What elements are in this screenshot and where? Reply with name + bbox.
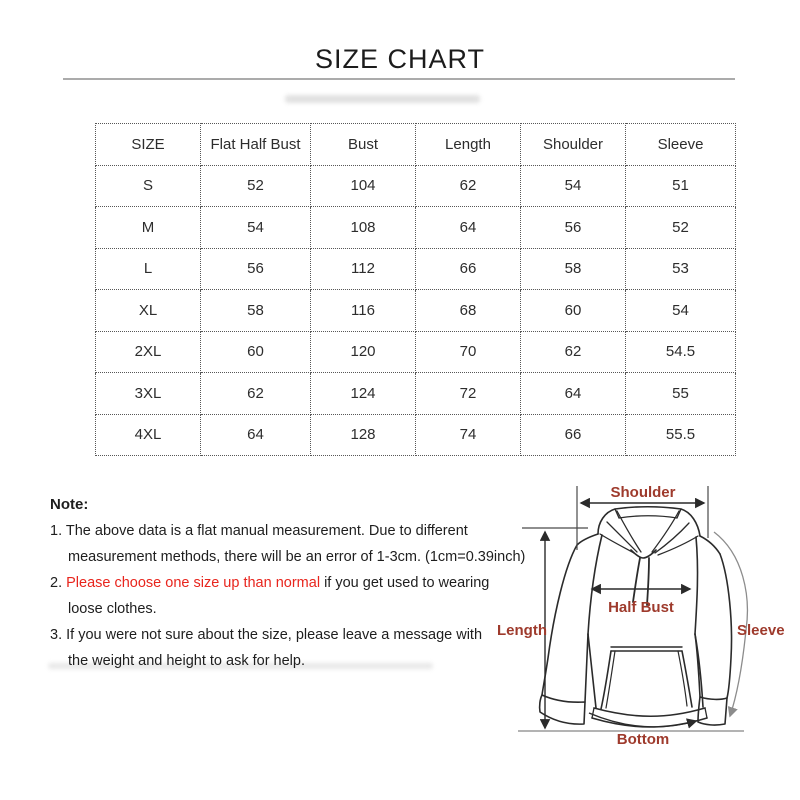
cell-value: 58: [201, 290, 311, 332]
cell-value: 62: [416, 165, 521, 207]
note-2-red-text: Please choose one size up than normal: [66, 575, 321, 591]
cell-size: XL: [96, 290, 201, 332]
cell-value: 108: [311, 207, 416, 249]
cell-value: 54: [626, 290, 736, 332]
cell-value: 51: [626, 165, 736, 207]
note-2-number: 2.: [50, 575, 67, 591]
note-3-line-1: 3. If you were not sure about the size, please leave a message with: [50, 627, 483, 643]
cell-value: 124: [311, 373, 416, 415]
table-row: [96, 207, 736, 249]
note-1-line-2: measurement methods, there will be an error of 1-3cm. (1cm=0.39inch): [68, 549, 526, 565]
note-3-line-2: the weight and height to ask for help.: [68, 653, 305, 669]
cell-size: 3XL: [96, 373, 201, 415]
cell-value: 54: [201, 207, 311, 249]
table-row: [96, 248, 736, 290]
cell-value: 56: [521, 207, 626, 249]
cell-value: 58: [521, 248, 626, 290]
note-2-rest: if you get used to wearing: [320, 575, 490, 591]
notes-heading: Note:: [50, 496, 89, 513]
cell-size: L: [96, 248, 201, 290]
col-header-bust: Bust: [311, 124, 416, 166]
title-divider: [63, 78, 735, 80]
cell-value: 60: [201, 331, 311, 373]
cell-size: M: [96, 207, 201, 249]
cell-value: 112: [311, 248, 416, 290]
cell-value: 70: [416, 331, 521, 373]
size-table: [95, 123, 736, 456]
cell-value: 52: [626, 207, 736, 249]
cell-value: 64: [416, 207, 521, 249]
diagram-label-length: Length: [497, 622, 547, 639]
table-row: [96, 165, 736, 207]
col-header-shoulder: Shoulder: [521, 124, 626, 166]
note-2-line-1: [50, 570, 530, 596]
cell-size: S: [96, 165, 201, 207]
note-2-line-2: loose clothes.: [68, 601, 157, 617]
diagram-label-half-bust: Half Bust: [608, 599, 674, 616]
cell-value: 116: [311, 290, 416, 332]
cell-value: 54.5: [626, 331, 736, 373]
col-header-size: SIZE: [96, 124, 201, 166]
table-row: [96, 373, 736, 415]
bottom-arrow: [589, 713, 696, 727]
cell-value: 72: [416, 373, 521, 415]
table-row: [96, 414, 736, 456]
cell-size: 4XL: [96, 414, 201, 456]
cell-value: 56: [201, 248, 311, 290]
cell-value: 62: [201, 373, 311, 415]
cell-size: 2XL: [96, 331, 201, 373]
col-header-sleeve: Sleeve: [626, 124, 736, 166]
cell-value: 128: [311, 414, 416, 456]
hoodie-measurement-diagram: [495, 478, 795, 773]
table-row: [96, 331, 736, 373]
diagram-label-sleeve: Sleeve: [737, 622, 785, 639]
hoodie-illustration: [540, 507, 732, 727]
cell-value: 64: [521, 373, 626, 415]
cell-value: 104: [311, 165, 416, 207]
cell-value: 53: [626, 248, 736, 290]
cell-value: 66: [521, 414, 626, 456]
col-header-flat-half-bust: Flat Half Bust: [201, 124, 311, 166]
cell-value: 60: [521, 290, 626, 332]
cell-value: 66: [416, 248, 521, 290]
cell-value: 52: [201, 165, 311, 207]
table-row: [96, 290, 736, 332]
note-1-line-1: 1. The above data is a flat manual measurement. Due to different: [50, 523, 468, 539]
cell-value: 74: [416, 414, 521, 456]
cell-value: 64: [201, 414, 311, 456]
cell-value: 55: [626, 373, 736, 415]
diagram-label-shoulder: Shoulder: [610, 484, 676, 501]
cell-value: 120: [311, 331, 416, 373]
diagram-label-bottom: Bottom: [616, 731, 670, 748]
cell-value: 54: [521, 165, 626, 207]
col-header-length: Length: [416, 124, 521, 166]
page-title: SIZE CHART: [314, 44, 486, 74]
cell-value: 68: [416, 290, 521, 332]
cell-value: 62: [521, 331, 626, 373]
cell-value: 55.5: [626, 414, 736, 456]
notes-section: [50, 492, 530, 674]
table-header-row: [96, 124, 736, 166]
watermark: [285, 95, 480, 103]
